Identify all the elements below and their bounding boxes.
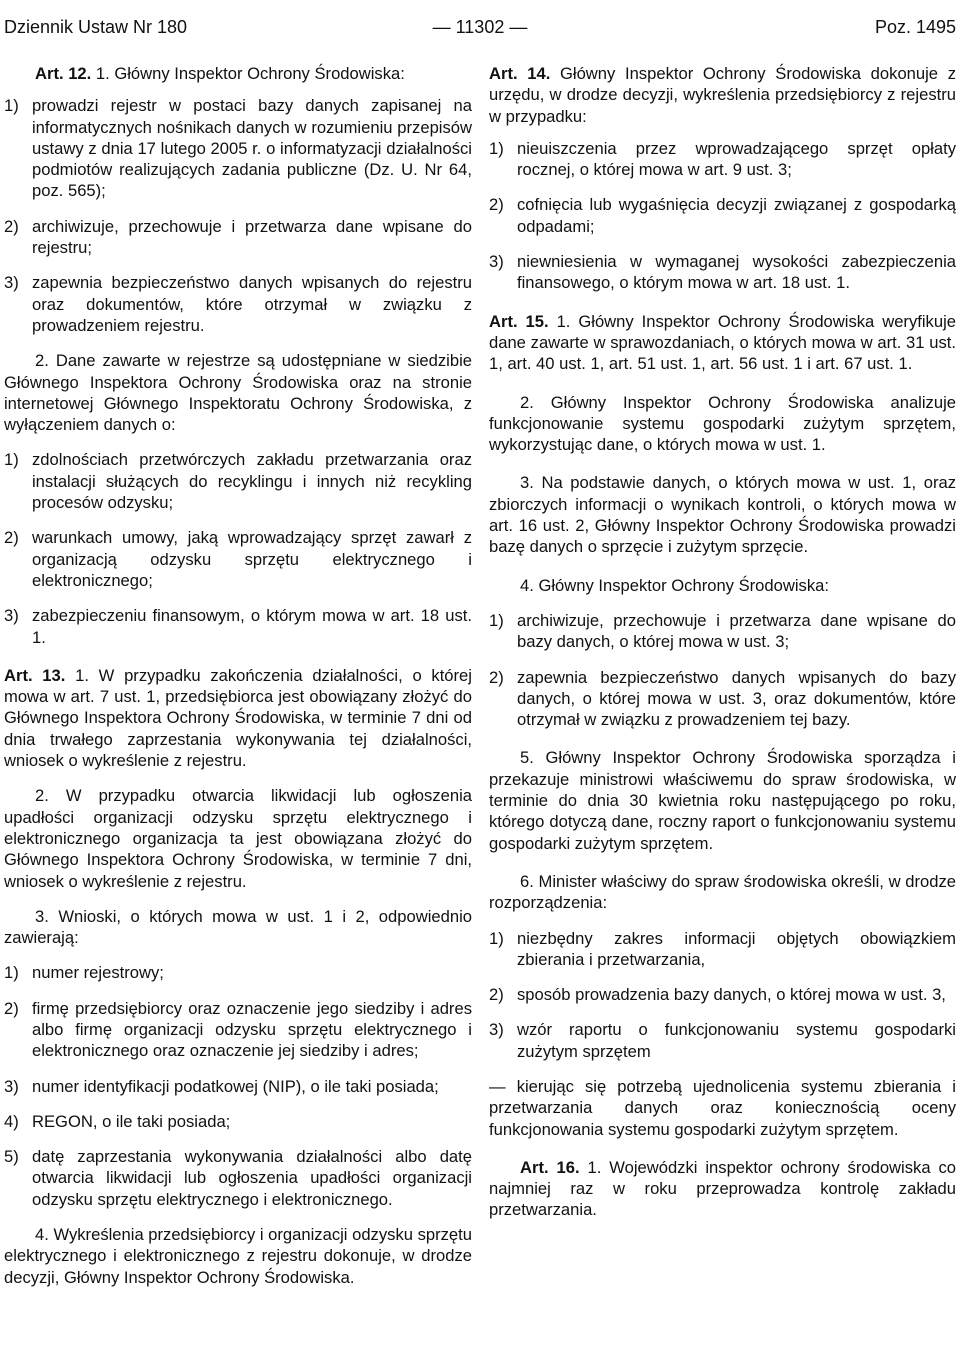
art13-label: Art. 13. — [4, 665, 66, 685]
art16-paragraph-1: Art. 16. 1. Wojewódzki inspektor ochrony środowiska co najmniej raz w roku przeprowadza kontrolę zakładu przetwarzania. — [489, 1157, 956, 1220]
page-header — [4, 14, 956, 40]
right-column — [489, 63, 956, 1221]
list-item: 3) zabezpieczeniu finansowym, o którym mowa w art. 18 ust. 1. — [4, 606, 472, 647]
art14-intro: Art. 14. Główny Inspektor Ochrony Środowiska dokonuje z urzędu, w drodze decyzji, wykreślenia przedsiębiorcy z rejestru w przypadku: — [489, 64, 956, 126]
art15-paragraph-4: 4. Główny Inspektor Ochrony Środowiska: — [520, 575, 829, 595]
list-item: 3) zapewnia bezpieczeństwo danych wpisanych do rejestru oraz dokumentów, które otrzymał w związku z prowadzeniem rejestru. — [4, 273, 472, 335]
list-item: 1) prowadzi rejestr w postaci bazy danych zapisanej na informatycznych nośnikach danych w rozumieniu przepisów ustawy z dnia 17 lutego 2005 r. o informatyzacji działalności podmiotów realizujących zadania publiczne (Dz. U. Nr 64, poz. 565); — [4, 96, 472, 201]
art15-paragraph-2: 2. Główny Inspektor Ochrony Środowiska analizuje funkcjonowanie systemu gospodarki zużytym sprzętem, wykorzystując dane, o których mowa w ust. 1. — [489, 392, 956, 455]
list-item: 1) archiwizuje, przechowuje i przetwarza dane wpisane do bazy danych, o której mowa w ust. 3; — [489, 610, 956, 652]
art13-paragraph-2: 2. W przypadku otwarcia likwidacji lub ogłoszenia upadłości organizacji odzysku sprzętu elektrycznego i elektronicznego organizacja ta jest obowiązana złożyć do Głównego Inspektora Ochrony Środowiska, w terminie 7 dni, wniosek o wykreślenie z rejestru. — [4, 786, 472, 891]
art12-intro: Art. 12. 1. Główny Inspektor Ochrony Środowiska: — [35, 64, 405, 83]
art15-label: Art. 15. — [489, 311, 549, 331]
list-item: 2) zapewnia bezpieczeństwo danych wpisanych do bazy danych, o której mowa w ust. 3, oraz dokumentów, które otrzymał w związku z prowadzeniem tej bazy. — [489, 667, 956, 730]
art15-closing-clause: — kierując się potrzebą ujednolicenia systemu zbierania i przetwarzania danych oraz koniecznością oceny funkcjonowania systemu gospodarki zużytym sprzętem. — [489, 1076, 956, 1139]
list-item: 2) warunkach umowy, jaką wprowadzający sprzęt zawarł z organizacją odzysku sprzętu elektrycznego i elektronicznego; — [4, 528, 472, 590]
list-item: 1) nieuiszczenia przez wprowadzającego sprzęt opłaty rocznej, o której mowa w art. 9 ust. 3; — [489, 138, 956, 180]
art13-paragraph-3: 3. Wnioski, o których mowa w ust. 1 i 2, odpowiednio zawierają: — [4, 906, 472, 948]
list-item: 5) datę zaprzestania wykonywania działalności albo datę otwarcia likwidacji lub ogłoszenia upadłości organizacji odzysku sprzętu elektrycznego i elektronicznego. — [4, 1147, 472, 1209]
list-item: 2) archiwizuje, przechowuje i przetwarza dane wpisane do rejestru; — [4, 216, 472, 258]
journal-title: Dziennik Ustaw Nr 180 — [4, 17, 188, 37]
list-item: 3) numer identyfikacji podatkowej (NIP), o ile taki posiada; — [4, 1076, 439, 1096]
art16-label: Art. 16. — [520, 1157, 580, 1177]
list-item: 2) cofnięcia lub wygaśnięcia decyzji związanej z gospodarką odpadami; — [489, 195, 956, 236]
position-number: Poz. 1495 — [874, 17, 956, 37]
art15-paragraph-1: Art. 15. 1. Główny Inspektor Ochrony Środowiska weryfikuje dane zawarte w sprawozdaniach, o których mowa w art. 31 ust. 1, art. 40 ust. 1, art. 51 ust. 1, art. 56 ust. 1 i art. 67 ust. 1. — [489, 311, 956, 374]
left-column — [4, 63, 472, 1288]
art12-paragraph-2: 2. Dane zawarte w rejestrze są udostępniane w siedzibie Głównego Inspektora Ochrony Środowiska oraz na stronie internetowej Głównego Inspektoratu Ochrony Środowiska, z wyłączeniem danych o: — [4, 351, 472, 435]
list-item: 2) sposób prowadzenia bazy danych, o której mowa w ust. 3, — [489, 985, 946, 1005]
art15-paragraph-3: 3. Na podstawie danych, o których mowa w ust. 1, oraz zbiorczych informacji o wynikach kontroli, o których mowa w art. 16 ust. 2, Główny Inspektor Ochrony Środowiska prowadzi bazę danych o sprzęcie i zużytym sprzęcie. — [489, 473, 956, 557]
art13-paragraph-1: Art. 13. 1. W przypadku zakończenia działalności, o której mowa w art. 7 ust. 1, przedsiębiorca jest obowiązany złożyć do Głównego Inspektora Ochrony Środowiska, w terminie 7 dni od dnia trwałego zaprzestania wykonywania tej działalności, wniosek o wykreślenie z rejestru. — [4, 665, 472, 771]
list-item: 3) niewniesienia w wymaganej wysokości zabezpieczenia finansowego, o którym mowa w art. 18 ust. 1. — [489, 252, 956, 293]
list-item: 4) REGON, o ile taki posiada; — [4, 1111, 231, 1131]
art14-label: Art. 14. — [489, 64, 551, 83]
list-item: 1) numer rejestrowy; — [4, 963, 164, 983]
list-item: 1) zdolnościach przetwórczych zakładu przetwarzania oraz instalacji służących do recyklingu i innych niż recykling procesów odzysku; — [4, 450, 472, 513]
list-item: 3) wzór raportu o funkcjonowaniu systemu gospodarki zużytym sprzętem — [489, 1020, 956, 1061]
art15-paragraph-6: 6. Minister właściwy do spraw środowiska określi, w drodze rozporządzenia: — [489, 871, 956, 913]
page-number: — 11302 — — [432, 17, 528, 37]
list-item: 2) firmę przedsiębiorcy oraz oznaczenie jego siedziby i adres albo firmę organizacji odzysku sprzętu elektrycznego i elektronicznego oraz oznaczenie jej siedziby i adres; — [4, 998, 472, 1061]
art15-paragraph-5: 5. Główny Inspektor Ochrony Środowiska sporządza i przekazuje ministrowi właściwemu do spraw środowiska, w terminie do dnia 30 kwietnia roku następującego po roku, którego dotyczą dane, roczny raport o funkcjonowaniu systemu gospodarki zużytym sprzętem. — [489, 748, 956, 853]
art12-label: Art. 12. — [35, 64, 92, 83]
list-item: 1) niezbędny zakres informacji objętych obowiązkiem zbierania i przetwarzania, — [489, 928, 956, 969]
art13-paragraph-4: 4. Wykreślenia przedsiębiorcy i organizacji odzysku sprzętu elektrycznego i elektronicznego z rejestru dokonuje, w drodze decyzji, Główny Inspektor Ochrony Środowiska. — [4, 1225, 473, 1287]
